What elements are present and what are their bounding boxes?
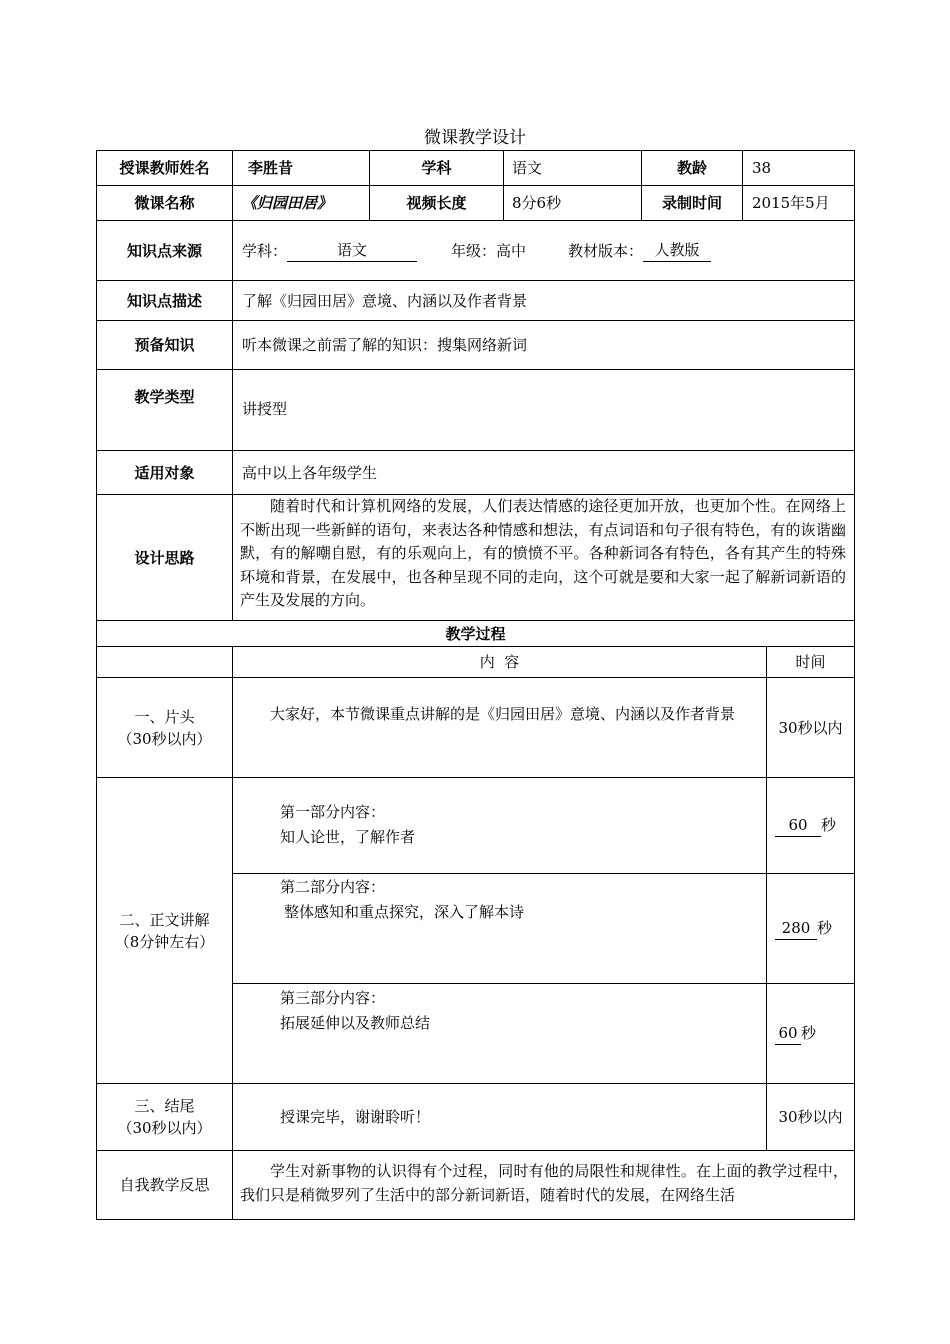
teaching-type-value: 讲授型	[242, 400, 288, 418]
teaching-age-label: 教龄	[676, 159, 707, 177]
record-time-label: 录制时间	[661, 194, 722, 212]
knowledge-source-label: 知识点来源	[126, 241, 202, 260]
course-name-value: 《归园田居》	[242, 194, 333, 212]
page-title: 微课教学设计	[424, 128, 526, 148]
main-part-1-title: 第一部分内容：	[280, 803, 386, 821]
main-part-1	[280, 801, 760, 848]
time-column-header: 时间	[795, 653, 826, 671]
main-part-1-time: 60 秒	[775, 814, 853, 837]
main-part-2-time: 280 秒	[775, 917, 853, 940]
main-part-3	[280, 987, 760, 1034]
main-part-2-title: 第二部分内容：	[280, 878, 386, 896]
stage-main	[97, 778, 232, 1083]
prerequisite-value: 听本微课之前需了解的知识：搜集网络新词	[242, 336, 528, 354]
main-part-2-body: 整体感知和重点探究，深入了解本诗	[284, 903, 525, 921]
main-part-3-time: 60 秒	[775, 1022, 853, 1045]
audience-value: 高中以上各年级学生	[242, 463, 378, 482]
teaching-process-title: 教学过程	[445, 624, 506, 643]
stage-ending-title: 三、结尾	[134, 1097, 195, 1115]
prerequisite-label: 预备知识	[134, 336, 195, 354]
main-part-3-body: 拓展延伸以及教师总结	[280, 1014, 431, 1032]
knowledge-source-content	[242, 221, 852, 280]
stage-ending-time: 30秒以内	[778, 1108, 843, 1126]
stage-intro	[97, 678, 232, 777]
stage-intro-content: 大家好，本节微课重点讲解的是《归园田居》意境、内涵以及作者背景	[270, 705, 736, 723]
subject-value: 语文	[512, 159, 543, 177]
video-length-value: 8分6秒	[512, 194, 562, 212]
design-idea-value: 随着时代和计算机网络的发展，人们表达情感的途径更加开放，也更加个性。在网络上不断出现一些新鲜的语句，来表达各种情感和想法，有点词语和句子很有特色，有的诙谐幽默，有的解嘲自慰，有的乐观向上，有的愤愤不平。各种新词各有特色，各有其产生的特殊环境和背景，在发展中，也各种呈现不同的走向，这个可就是要和大家一起了解新词新语的产生及发展的方向。	[240, 497, 846, 609]
stage-intro-time: 30秒以内	[778, 718, 843, 737]
stage-intro-sub: （30秒以内）	[117, 729, 212, 748]
source-subject-prefix: 学科：	[242, 241, 288, 260]
teacher-name-value: 李胜昔	[248, 159, 294, 177]
design-idea-label: 设计思路	[134, 548, 195, 567]
content-column-header: 内 容	[479, 653, 520, 671]
source-edition-value: 人教版	[643, 239, 711, 262]
stage-main-title: 二、正文讲解	[119, 910, 210, 929]
audience-label: 适用对象	[134, 463, 195, 482]
main-part-2	[280, 876, 760, 923]
source-subject-value: 语文	[287, 239, 417, 262]
main-part-3-title: 第三部分内容：	[280, 989, 386, 1007]
lesson-design-table	[96, 150, 855, 1220]
subject-label: 学科	[421, 159, 452, 177]
teacher-name-label: 授课教师姓名	[119, 159, 210, 177]
main-part-1-body: 知人论世，了解作者	[280, 828, 416, 846]
reflection-label: 自我教学反思	[119, 1176, 210, 1194]
knowledge-description-value: 了解《归园田居》意境、内涵以及作者背景	[242, 291, 528, 310]
knowledge-description-label: 知识点描述	[126, 291, 202, 310]
course-name-label: 微课名称	[134, 194, 195, 212]
teaching-age-value: 38	[752, 159, 772, 177]
video-length-label: 视频长度	[406, 194, 467, 212]
stage-main-sub: （8分钟左右）	[114, 932, 215, 951]
source-grade: 年级：高中	[451, 241, 527, 260]
record-time-value: 2015年5月	[752, 194, 830, 212]
stage-ending	[97, 1084, 232, 1150]
stage-ending-sub: （30秒以内）	[117, 1119, 212, 1137]
reflection-value: 学生对新事物的认识得有个过程，同时有他的局限性和规律性。在上面的教学过程中，我们只是稍微罗列了生活中的部分新词新语，随着时代的发展，在网络生活	[240, 1162, 848, 1204]
teaching-type-label: 教学类型	[134, 388, 195, 406]
source-edition-prefix: 教材版本：	[568, 241, 644, 260]
stage-intro-title: 一、片头	[134, 707, 195, 726]
stage-ending-content: 授课完毕，谢谢聆听！	[280, 1108, 431, 1126]
